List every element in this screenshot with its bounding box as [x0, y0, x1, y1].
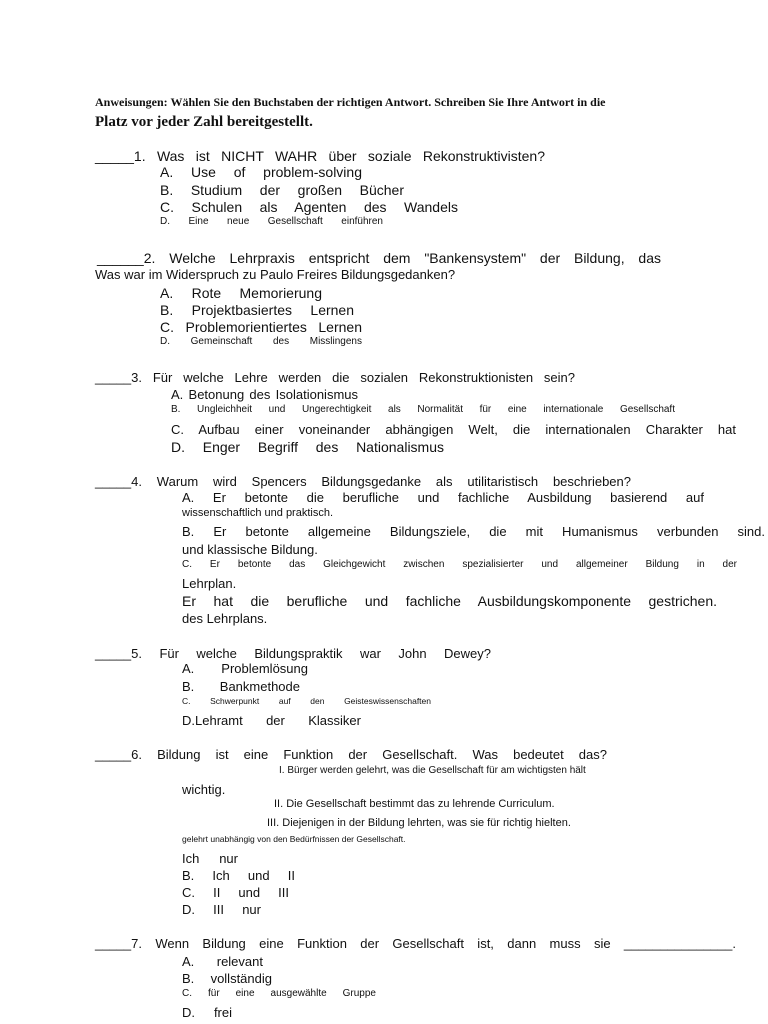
- question-4-option-a-continued: wissenschaftlich und praktisch.: [182, 507, 334, 519]
- question-6-statement-iii: III. Diejenigen in der Bildung lehrten, was sie für richtig hielten.: [267, 817, 571, 829]
- question-3-option-b: B. Ungleichheit und Ungerechtigkeit als Normalität für eine internationale Gesellschaft: [171, 404, 675, 415]
- question-6-statement-ii: II. Die Gesellschaft bestimmt das zu lehrende Curriculum.: [274, 798, 555, 810]
- question-6-statement-i: I. Bürger werden gelehrt, was die Gesellschaft für am wichtigsten hält: [279, 765, 586, 776]
- question-4-option-d: Er hat die berufliche und fachliche Ausbildungskomponente gestrichen.: [182, 593, 717, 609]
- question-2-stem-continued: Was war im Widerspruch zu Paulo Freires Bildungsgedanken?: [95, 267, 456, 282]
- question-7-option-d: D. frei: [182, 1005, 232, 1020]
- instructions-line-1: Anweisungen: Wählen Sie den Buchstaben der richtigen Antwort. Schreiben Sie Ihre Antwort in die: [95, 95, 606, 109]
- question-2-stem: ______2. Welche Lehrpraxis entspricht dem "Bankensystem" der Bildung, das: [97, 250, 661, 266]
- question-1-option-c: C. Schulen als Agenten des Wandels: [160, 199, 458, 215]
- question-6-statement-iii-continued: gelehrt unabhängig von den Bedürfnissen der Gesellschaft.: [182, 834, 406, 844]
- question-6-option-a: Ich nur: [182, 851, 238, 866]
- question-4-option-a: A. Er betonte die berufliche und fachliche Ausbildung basierend auf: [182, 490, 704, 505]
- question-5-option-b: B. Bankmethode: [182, 679, 300, 694]
- question-4-option-c-continued: Lehrplan.: [182, 576, 237, 591]
- question-4-option-b-continued: und klassische Bildung.: [182, 542, 318, 557]
- question-3-stem: _____3. Für welche Lehre werden die sozialen Rekonstruktionisten sein?: [95, 370, 575, 385]
- question-3-option-d: D. Enger Begriff des Nationalismus: [171, 439, 444, 455]
- question-2-option-a: A. Rote Memorierung: [160, 285, 322, 301]
- question-5-option-d: D.Lehramt der Klassiker: [182, 713, 361, 728]
- question-2-option-b: B. Projektbasiertes Lernen: [160, 302, 354, 318]
- question-7-option-a: A. relevant: [182, 954, 263, 969]
- question-4-option-b: B. Er betonte allgemeine Bildungsziele, die mit Humanismus verbunden sind.: [182, 524, 765, 539]
- question-3-option-a: A. Betonung des Isolationismus: [171, 387, 358, 402]
- question-4-option-c: C. Er betonte das Gleichgewicht zwischen spezialisierter und allgemeiner Bildung in der: [182, 559, 737, 570]
- question-2-option-c: C. Problemorientiertes Lernen: [160, 319, 362, 335]
- question-7-option-c: C. für eine ausgewählte Gruppe: [182, 988, 376, 999]
- question-6-statement-i-continued: wichtig.: [182, 782, 226, 797]
- question-7-stem: _____7. Wenn Bildung eine Funktion der Gesellschaft ist, dann muss sie _______________.: [95, 936, 736, 951]
- question-4-stem: _____4. Warum wird Spencers Bildungsgedanke als utilitaristisch beschrieben?: [95, 474, 631, 489]
- question-1-stem: _____1. Was ist NICHT WAHR über soziale Rekonstruktivisten?: [95, 148, 545, 164]
- question-6-option-d: D. III nur: [182, 902, 261, 917]
- question-6-option-c: C. II und III: [182, 885, 289, 900]
- question-1-option-b: B. Studium der großen Bücher: [160, 182, 404, 198]
- question-4-option-d-continued: des Lehrplans.: [182, 611, 268, 626]
- question-1-option-a: A. Use of problem-solving: [160, 164, 362, 180]
- question-5-option-a: A. Problemlösung: [182, 661, 308, 676]
- question-5-option-c: C. Schwerpunkt auf den Geisteswissenschaften: [182, 696, 431, 706]
- question-5-stem: _____5. Für welche Bildungspraktik war John Dewey?: [95, 646, 491, 661]
- instructions-line-2: Platz vor jeder Zahl bereitgestellt.: [95, 114, 313, 130]
- question-3-option-c: C. Aufbau einer voneinander abhängigen Welt, die internationalen Charakter hat: [171, 422, 736, 437]
- question-7-option-b: B. vollständig: [182, 971, 272, 986]
- question-6-option-b: B. Ich und II: [182, 868, 295, 883]
- question-6-stem: _____6. Bildung ist eine Funktion der Gesellschaft. Was bedeutet das?: [95, 747, 607, 762]
- question-1-option-d: D. Eine neue Gesellschaft einführen: [160, 216, 383, 227]
- question-2-option-d: D. Gemeinschaft des Misslingens: [160, 336, 362, 347]
